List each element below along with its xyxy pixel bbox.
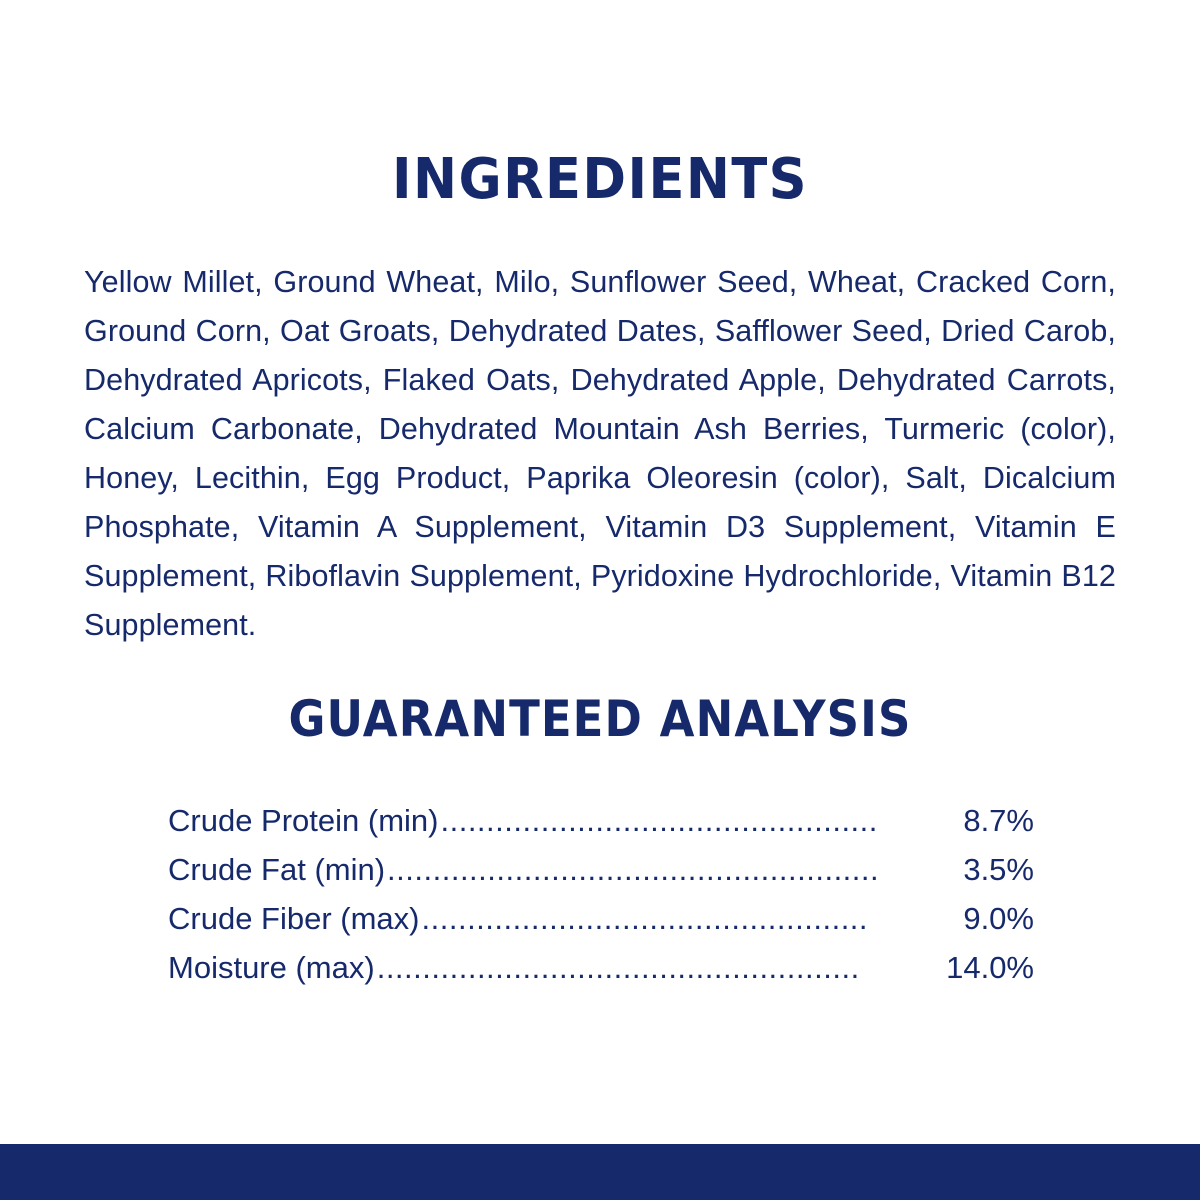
nutrient-label: Moisture (max) xyxy=(168,950,375,985)
leader-dots: ................................................. xyxy=(421,901,869,936)
leader-dots: ..................................................... xyxy=(376,950,860,985)
nutrient-value: 9.0% xyxy=(963,901,1034,936)
guaranteed-analysis-heading: GUARANTEED ANALYSIS xyxy=(288,690,912,748)
table-row xyxy=(168,894,1034,943)
nutrient-label: Crude Fiber (max) xyxy=(168,901,420,936)
ingredients-heading: INGREDIENTS xyxy=(392,147,808,212)
nutrient-value: 3.5% xyxy=(963,852,1034,887)
table-row xyxy=(168,796,1034,845)
table-row xyxy=(168,845,1034,894)
guaranteed-analysis-table xyxy=(168,796,1034,992)
nutrient-value: 14.0% xyxy=(946,950,1034,985)
nutrient-value: 8.7% xyxy=(963,803,1034,838)
nutrient-label: Crude Fat (min) xyxy=(168,852,386,887)
leader-dots: ...................................................... xyxy=(387,852,880,887)
leader-dots: ................................................ xyxy=(440,803,878,838)
footer-bar xyxy=(0,1144,1200,1200)
ingredients-text: Yellow Millet, Ground Wheat, Milo, Sunflower Seed, Wheat, Cracked Corn, Ground Corn, Oat Groats, Dehydrated Dates, Safflower Seed, Dried Carob, Dehydrated Apricots, Flaked Oats, Dehydrated Apple, Dehydrated Carrots, Calcium Carbonate, Dehydrated Mountain Ash Berries, Turmeric (color), Honey, Lecithin, Egg Product, Paprika Oleoresin (color), Salt, Dicalcium Phosphate, Vitamin A Supplement, Vitamin D3 Supplement, Vitamin E Supplement, Riboflavin Supplement, Pyridoxine Hydrochloride, Vitamin B12 Supplement. xyxy=(84,265,1116,642)
nutrient-label: Crude Protein (min) xyxy=(168,803,439,838)
table-row xyxy=(168,943,1034,992)
